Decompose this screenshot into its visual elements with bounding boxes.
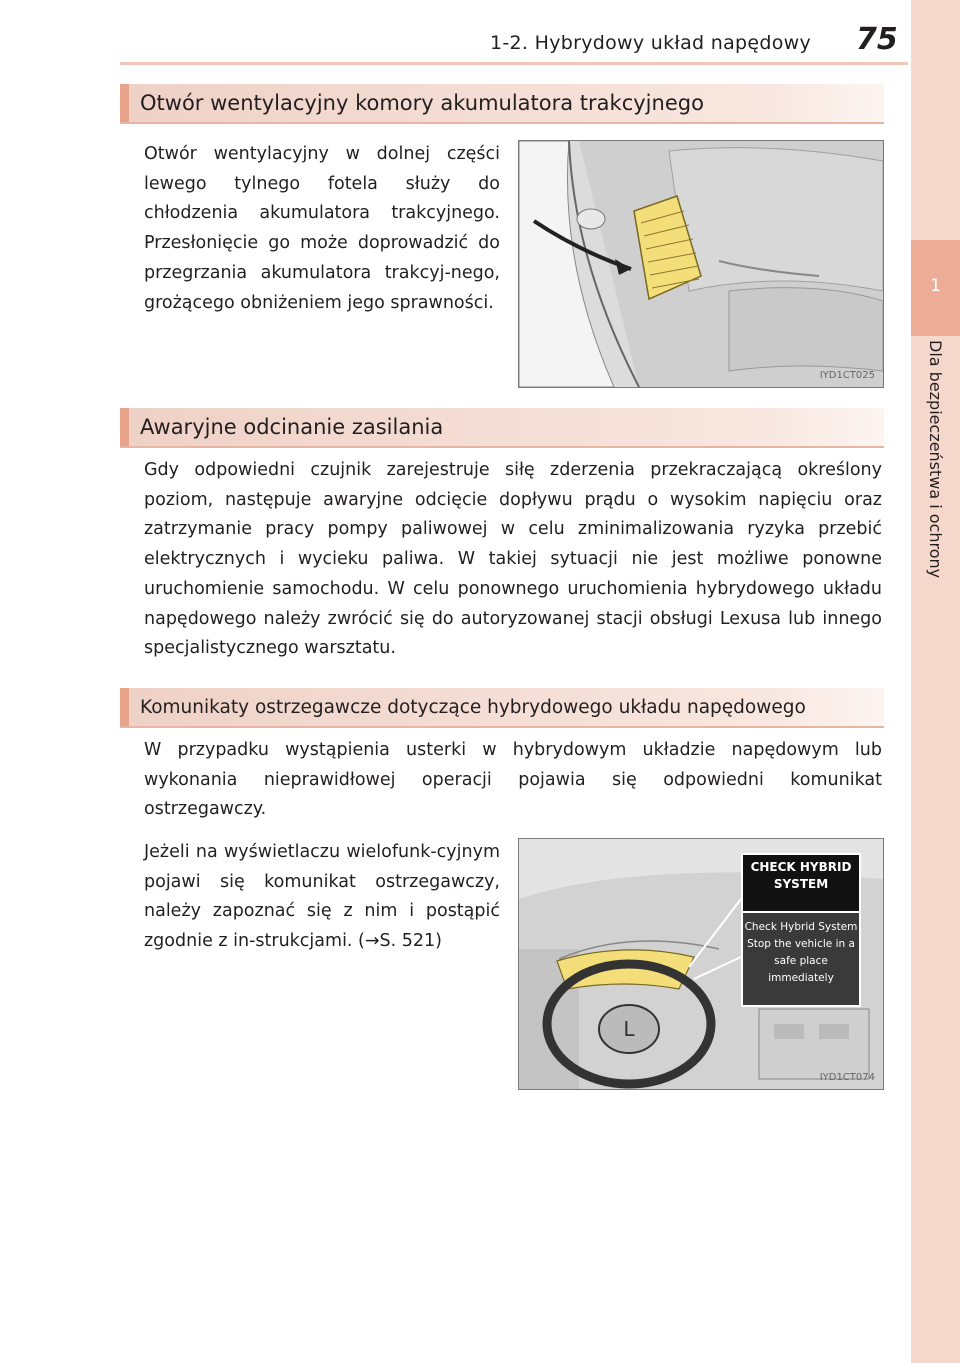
side-tab [911, 0, 960, 1363]
dashboard-figure [518, 838, 884, 1090]
figure-code: IYD1CT074 [819, 1072, 875, 1083]
section-heading-text: Komunikaty ostrzegawcze dotyczące hybrydowego układu napędowego [140, 697, 806, 718]
vent-figure [518, 140, 884, 388]
heading-bar [120, 84, 129, 122]
heading-bar [120, 408, 129, 446]
chapter-number: 1 [930, 276, 941, 296]
warnings-paragraph: W przypadku wystąpienia usterki w hybrydowym układzie napędowym lub wykonania nieprawidłowej operacji pojawia się odpowiedni komunikat ostrzegawczy. [144, 740, 882, 820]
vent-paragraph: Otwór wentylacyjny w dolnej części lewego tylnego fotela służy do chłodzenia akumulatora trakcyjnego. Przesłonięcie go może doprowadzić do przegrzania akumulatora trakcyj-nego, grożącego obniżeniem jego sprawności. [144, 144, 500, 313]
page-number: 75 [856, 22, 898, 57]
chapter-title: Dla bezpieczeństwa i ochrony [926, 340, 945, 579]
section-heading-text: Awaryjne odcinanie zasilania [140, 415, 444, 439]
section-heading-emergency [120, 408, 884, 448]
header-rule [120, 62, 908, 65]
figure-code: IYD1CT025 [819, 370, 875, 381]
warning-display-check: CHECK HYBRID SYSTEM [741, 853, 861, 913]
running-header: 1-2. Hybrydowy układ napędowy [490, 32, 812, 54]
svg-text:L: L [623, 1017, 635, 1041]
section-heading-warnings [120, 688, 884, 728]
section-heading-text: Otwór wentylacyjny komory akumulatora trakcyjnego [140, 91, 704, 115]
warning-display-detail: Check Hybrid System Stop the vehicle in a safe place immediately [741, 911, 861, 1007]
heading-bar [120, 688, 129, 726]
warnings-display-paragraph: Jeżeli na wyświetlaczu wielofunk-cyjnym pojawi się komunikat ostrzegawczy, należy zapoznać się z nim i postąpić zgodnie z in-strukcjami. (→S. 521) [144, 842, 500, 952]
section-heading-vent [120, 84, 884, 124]
chapter-marker [911, 240, 960, 336]
seat-illustration [519, 141, 883, 387]
emergency-paragraph: Gdy odpowiedni czujnik zarejestruje siłę zderzenia przekraczającą określony poziom, następuje awaryjne odcięcie dopływu prądu o wysokim napięciu oraz zatrzymanie pracy pompy paliwowej w celu zminimalizowania ryzyka przebić elektrycznych i wycieku paliwa. W takiej sytuacji nie jest możliwe ponowne uruchomienie samochodu. W celu ponownego uruchomienia hybrydowego układu napędowego należy zwrócić się do autoryzowanej stacji obsługi Lexusa lub innego specjalistycznego warsztatu. [144, 460, 882, 659]
